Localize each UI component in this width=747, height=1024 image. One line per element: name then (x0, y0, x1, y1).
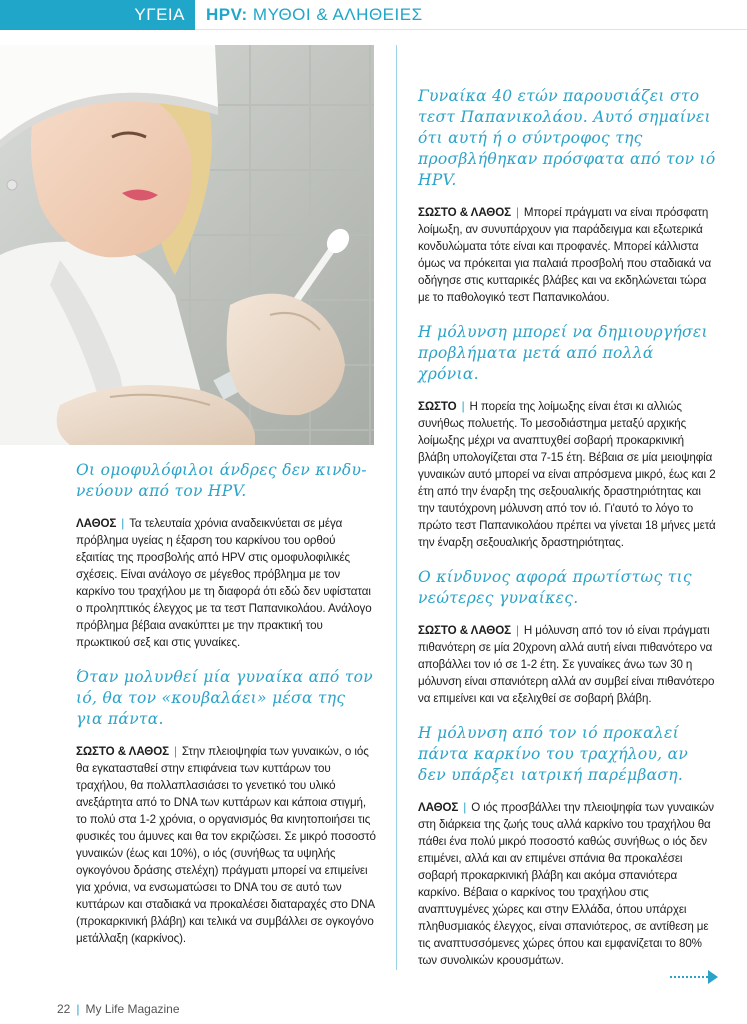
page-footer (57, 1002, 180, 1016)
answer-text: Ο ιός προσβάλλει την πλειοψηφία των γυναικών στη διάρκεια της ζωής τους αλλά καρκίνο του τραχήλου θα πάθει ένα πολύ μικρό ποσοστό καθώς συνήθως ο ιός δεν επιμένει, αλλά και αν επιμένει σπάνια θα προκαλέσει σοβαρή προκαρκινική βλάβη και ακόμα σπανιότερα καρκίνο. Βέβαια ο καρκίνος του τραχήλου στις αναπτυγμένες χώρες και στην Ελλάδα, όπου υπάρχει πληθυσμιακός έλεγχος, είναι σπανιότερος, σε αντίθεση με τις αναπτυσσόμενες χώρες όπου και εμφανίζεται το 80% των συνολικών κρουσμάτων. (418, 801, 714, 967)
myth-item (76, 460, 376, 651)
nurse-photo (0, 45, 374, 445)
myth-heading: Όταν μολυνθεί μία γυναίκα από τον ιό, θα τον «κουβαλάει» μέσα της για πάντα. (76, 668, 373, 728)
column-divider (396, 45, 397, 970)
myth-answer (418, 204, 718, 306)
myth-item (418, 86, 718, 306)
myth-item (418, 567, 718, 707)
verdict-separator: | (121, 517, 125, 530)
verdict-label: ΛΑΘΟΣ (76, 517, 117, 530)
verdict-label: ΣΩΣΤΟ (418, 400, 457, 413)
myth-item (418, 322, 718, 551)
section-label: ΥΓΕΙΑ (134, 5, 185, 24)
myth-answer (418, 622, 718, 707)
answer-text: Τα τελευταία χρόνια αναδεικνύεται σε μέγα πρόβλημα υγείας η έξαρση του καρκίνου του ορθού εξαιτίας της προσβολής από HPV στις ομοφυλοφιλικές σχέσεις. Είναι ανάλογο σε μέγεθος πρόβλημα με τον καρκίνο του τραχήλου με τη διαφορά ότι εδώ δεν υφίσταται ο προληπτικός έλεγχος με τα τεστ Παπανικολάου. Ανάλογο πρόβλημα βέβαια ανακύπτει με την πρακτική του πρωκτικού σεξ και στις γυναίκες. (76, 517, 372, 649)
page-number: 22 (57, 1002, 71, 1016)
myth-answer (76, 743, 376, 947)
myth-answer (418, 398, 718, 551)
answer-text: Μπορεί πράγματι να είναι πρόσφατη λοίμωξη, αν συνυπάρχουν για παράδειγμα και εξωτερικά κονδυλώματα τότε είναι και προφανές. Μπορεί κάλλιστα όμως να πρόκειται για παλαιά προσβολή που σταδιακά να οδήγησε στις κυτταρικές βλάβες και να εκδηλώνεται τώρα με το παθολογικό τεστ Παπανικολάου. (418, 206, 712, 304)
answer-text: Η μόλυνση από τον ιό είναι πράγματι πιθανότερη σε μία 20χρονη αλλά αυτή είναι πιθανότερο να αποβάλλει τον ιό σε 1-2 έτη. Σε γυναίκες άνω των 30 η μόλυνση είναι σπανιότερη αλλά αν συμβεί είναι πιθανότερο να επιμείνει και να εξελιχθεί σε σοβαρή βλάβη. (418, 624, 715, 705)
verdict-label: ΣΩΣΤΟ & ΛΑΘΟΣ (76, 745, 169, 758)
right-column (418, 86, 718, 985)
verdict-label: ΛΑΘΟΣ (418, 801, 459, 814)
verdict-separator: | (515, 624, 519, 637)
myth-heading: Η μόλυνση από τον ιό προκαλεί πάντα καρκίνο του τραχήλου, αν δεν υπάρξει ιατρική παρέμβαση. (418, 724, 689, 784)
dotted-arrow-right-icon[interactable] (670, 968, 720, 986)
page-title (206, 0, 423, 30)
verdict-separator: | (461, 400, 465, 413)
myth-answer (76, 515, 376, 651)
myth-item (418, 723, 718, 969)
footer-separator: | (76, 1002, 80, 1016)
magazine-name: My Life Magazine (85, 1002, 180, 1016)
verdict-separator: | (463, 801, 467, 814)
myth-answer (418, 799, 718, 969)
myth-heading: Ο κίνδυνος αφορά πρωτίστως τις νεώτερες γυναίκες. (418, 568, 692, 607)
verdict-separator: | (515, 206, 519, 219)
verdict-separator: | (173, 745, 177, 758)
myth-item (76, 667, 376, 947)
header-rule (195, 29, 747, 30)
verdict-label: ΣΩΣΤΟ & ΛΑΘΟΣ (418, 206, 511, 219)
answer-text: Η πορεία της λοίμωξης είναι έτσι κι αλλιώς συνήθως πολυετής. Το μεσοδιάστημα μεταξύ αρχικής λοίμωξης μέχρι να αναπτυχθεί σοβαρή προκαρκινική βλάβη υπολογίζεται στα 7-15 έτη. Βέβαια σε μία μειοψηφία γυναικών αυτό μπορεί να είναι απρόσμενα μικρό, έως και 2 έτη από την έναρξη της σεξουαλικής δραστηριότητας και την ταυτόχρονη μόλυνση από τον ιό. Γι'αυτό το λόγο το πρώτο τεστ Παπανικολάου πρέπει να γίνεται 18 μήνες μετά την έναρξη σεξουαλικής δραστηριότητας. (418, 400, 716, 549)
answer-text: Στην πλειοψηφία των γυναικών, ο ιός θα εγκατασταθεί στην επιφάνεια των κυττάρων του τραχήλου, θα πολλαπλασιάσει το γενετικό του υλικό ανεξάρτητα από το DNA των κυττάρων και κάποια στιγμή, το πολύ στα 1-2 χρόνια, ο οργανισμός θα κινητοποιήσει τις φυσικές του άμυνες και θα τον εκριζώσει. Σε μικρό ποσοστό γυναικών (έως και 10%), ο ιός (συνήθως τα υψηλής ογκογόνου δράσης στελέχη) πράγματι μπορεί να επιμείνει για χρόνια, να ενσωματώσει το DNA του σε αυτό των κυττάρων και σταδιακά να προκαλέσει διαταραχές στο DNA (προκαρκινική βλάβη) και τελικά να συμβάλλει σε ογκογόνο μετάλλαξη (καρκίνος). (76, 745, 376, 945)
myth-heading: Γυναίκα 40 ετών παρουσιάζει στο τεστ Παπανικολάου. Αυτό σημαίνει ότι αυτή ή ο σύντροφος της προσβλήθηκαν πρόσφατα από τον ιό HPV. (418, 87, 716, 189)
page-title-rest: ΜΥΘΟΙ & ΑΛΗΘΕΙΕΣ (247, 5, 423, 24)
myth-heading: Η μόλυνση μπορεί να δημιουργήσει προβλήματα μετά από πολλά χρόνια. (418, 323, 708, 383)
section-tab (0, 0, 195, 30)
myth-heading: Οι ομοφυλόφιλοι άνδρες δεν κινδυ-νεύουν από τον HPV. (76, 461, 367, 500)
left-column (76, 460, 376, 963)
page-title-hpv: HPV: (206, 5, 248, 24)
verdict-label: ΣΩΣΤΟ & ΛΑΘΟΣ (418, 624, 511, 637)
